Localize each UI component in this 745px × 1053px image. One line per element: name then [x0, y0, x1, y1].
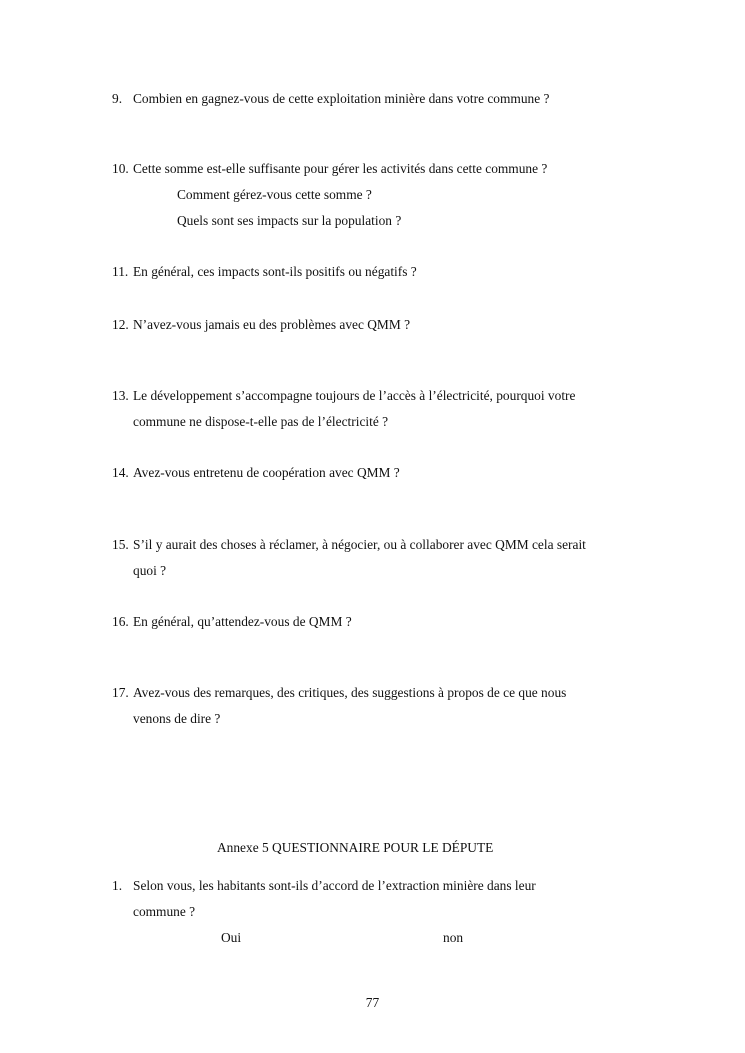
answer-option-non: non	[443, 930, 464, 945]
question-12-number: 12.	[112, 317, 129, 332]
question-10-number: 10.	[112, 161, 129, 176]
annex-title: Annexe 5 QUESTIONNAIRE POUR LE DÉPUTE	[217, 840, 494, 855]
question-10-subline-2: Quels sont ses impacts sur la population ?	[177, 213, 402, 228]
deputy-question-1-number: 1.	[112, 878, 123, 893]
question-10-subline-1: Comment gérez-vous cette somme ?	[177, 187, 372, 202]
question-11-text: En général, ces impacts sont-ils positifs ou négatifs ?	[133, 264, 417, 279]
deputy-question-1-text-line-1: Selon vous, les habitants sont-ils d’accord de l’extraction minière dans leur	[133, 878, 536, 893]
question-9-text: Combien en gagnez-vous de cette exploitation minière dans votre commune ?	[133, 91, 550, 106]
question-13-number: 13.	[112, 388, 129, 403]
question-11-number: 11.	[112, 264, 129, 279]
question-17-number: 17.	[112, 685, 129, 700]
question-15-text-line-1: S’il y aurait des choses à réclamer, à négocier, ou à collaborer avec QMM cela serait	[133, 537, 586, 552]
question-17-text-line-1: Avez-vous des remarques, des critiques, des suggestions à propos de ce que nous	[133, 685, 567, 700]
question-10-text: Cette somme est-elle suffisante pour gérer les activités dans cette commune ?	[133, 161, 548, 176]
page-number: 77	[365, 995, 380, 1010]
question-17-text-line-2: venons de dire ?	[133, 711, 221, 726]
deputy-question-1-text-line-2: commune ?	[133, 904, 196, 919]
question-13-text-line-2: commune ne dispose-t-elle pas de l’électricité ?	[133, 414, 389, 429]
answer-option-oui: Oui	[221, 930, 242, 945]
question-15-text-line-2: quoi ?	[133, 563, 167, 578]
question-16-text: En général, qu’attendez-vous de QMM ?	[133, 614, 352, 629]
question-9-number: 9.	[112, 91, 123, 106]
question-12-text: N’avez-vous jamais eu des problèmes avec QMM ?	[133, 317, 411, 332]
question-15-number: 15.	[112, 537, 129, 552]
question-13-text-line-1: Le développement s’accompagne toujours de l’accès à l’électricité, pourquoi votre	[133, 388, 576, 403]
question-16-number: 16.	[112, 614, 129, 629]
question-14-text: Avez-vous entretenu de coopération avec QMM ?	[133, 465, 400, 480]
question-14-number: 14.	[112, 465, 129, 480]
